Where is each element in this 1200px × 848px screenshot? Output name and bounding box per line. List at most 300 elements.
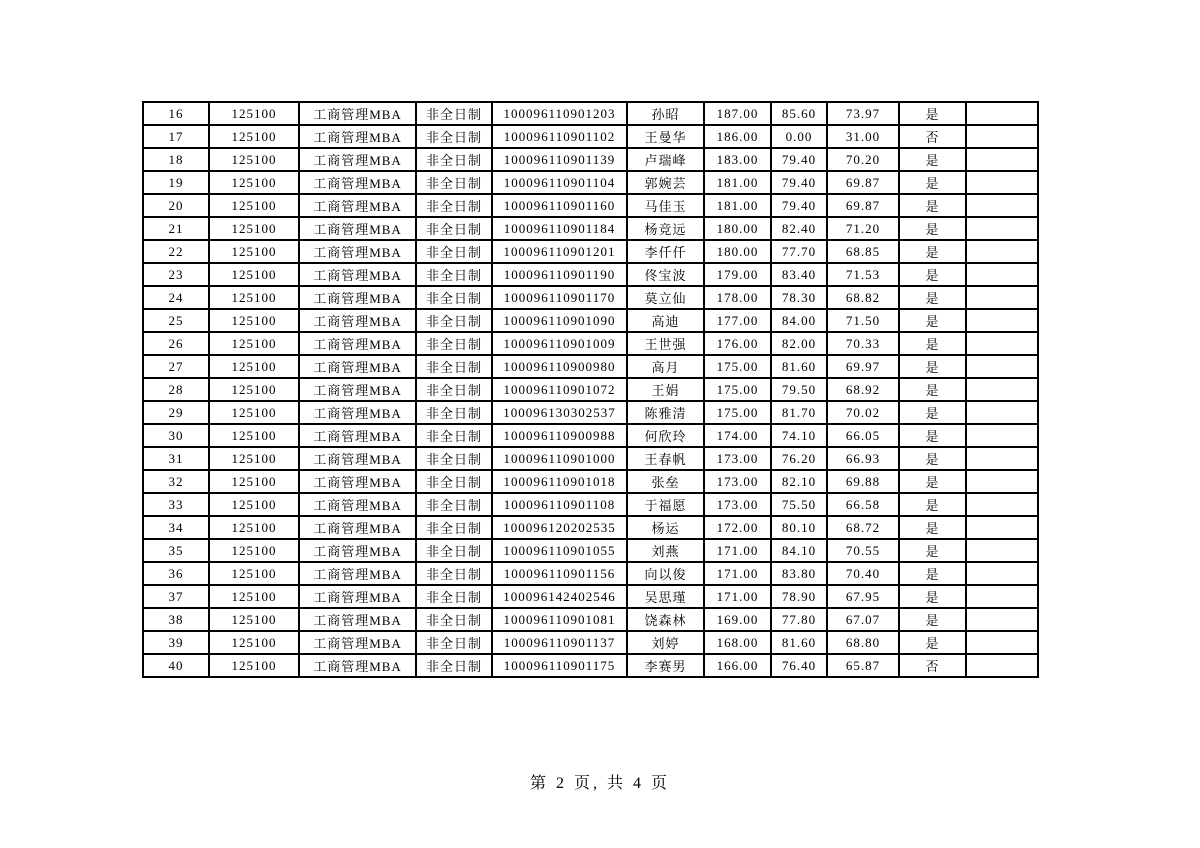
table-row bbox=[143, 148, 1038, 171]
table-row bbox=[143, 608, 1038, 631]
table-cell: 73.97 bbox=[827, 102, 899, 125]
table-row bbox=[143, 332, 1038, 355]
table-cell: 100096110901102 bbox=[492, 125, 627, 148]
table-cell: 非全日制 bbox=[416, 355, 492, 378]
table-cell bbox=[966, 125, 1038, 148]
table-cell: 17 bbox=[143, 125, 209, 148]
table-cell: 23 bbox=[143, 263, 209, 286]
table-row bbox=[143, 378, 1038, 401]
table-cell: 173.00 bbox=[704, 470, 771, 493]
table-cell bbox=[966, 355, 1038, 378]
table-cell: 工商管理MBA bbox=[299, 424, 416, 447]
table-cell: 74.10 bbox=[771, 424, 827, 447]
table-row bbox=[143, 309, 1038, 332]
table-cell: 69.97 bbox=[827, 355, 899, 378]
table-cell: 是 bbox=[899, 171, 966, 194]
table-cell: 非全日制 bbox=[416, 608, 492, 631]
table-row bbox=[143, 516, 1038, 539]
table-cell: 卢瑞峰 bbox=[627, 148, 704, 171]
table-cell: 70.20 bbox=[827, 148, 899, 171]
table-cell: 非全日制 bbox=[416, 148, 492, 171]
table-cell bbox=[966, 654, 1038, 677]
table-cell: 非全日制 bbox=[416, 516, 492, 539]
table-cell: 100096110901009 bbox=[492, 332, 627, 355]
table-cell: 183.00 bbox=[704, 148, 771, 171]
table-cell: 否 bbox=[899, 125, 966, 148]
table-cell: 20 bbox=[143, 194, 209, 217]
table-cell bbox=[966, 102, 1038, 125]
table-cell: 工商管理MBA bbox=[299, 263, 416, 286]
table-cell: 工商管理MBA bbox=[299, 654, 416, 677]
table-cell: 77.70 bbox=[771, 240, 827, 263]
table-cell: 非全日制 bbox=[416, 378, 492, 401]
table-cell: 100096110901170 bbox=[492, 286, 627, 309]
table-cell: 36 bbox=[143, 562, 209, 585]
table-cell bbox=[966, 217, 1038, 240]
table-cell: 125100 bbox=[209, 562, 299, 585]
table-cell: 33 bbox=[143, 493, 209, 516]
table-cell: 125100 bbox=[209, 470, 299, 493]
table-cell: 工商管理MBA bbox=[299, 516, 416, 539]
table-cell: 高迪 bbox=[627, 309, 704, 332]
table-cell bbox=[966, 493, 1038, 516]
table-cell: 125100 bbox=[209, 631, 299, 654]
table-row bbox=[143, 240, 1038, 263]
table-cell: 工商管理MBA bbox=[299, 470, 416, 493]
table-cell: 125100 bbox=[209, 263, 299, 286]
table-cell: 李赛男 bbox=[627, 654, 704, 677]
table-row bbox=[143, 286, 1038, 309]
table-cell: 是 bbox=[899, 217, 966, 240]
table-cell: 非全日制 bbox=[416, 493, 492, 516]
table-cell: 100096142402546 bbox=[492, 585, 627, 608]
table-cell: 125100 bbox=[209, 493, 299, 516]
table-cell: 40 bbox=[143, 654, 209, 677]
table-cell: 100096110901139 bbox=[492, 148, 627, 171]
table-cell: 工商管理MBA bbox=[299, 171, 416, 194]
table-cell: 100096130302537 bbox=[492, 401, 627, 424]
table-cell: 是 bbox=[899, 631, 966, 654]
table-row bbox=[143, 217, 1038, 240]
table-cell: 100096110901156 bbox=[492, 562, 627, 585]
table-cell: 孙昭 bbox=[627, 102, 704, 125]
table-cell: 工商管理MBA bbox=[299, 562, 416, 585]
table-cell: 工商管理MBA bbox=[299, 309, 416, 332]
table-cell: 68.85 bbox=[827, 240, 899, 263]
table-cell: 工商管理MBA bbox=[299, 286, 416, 309]
table-cell: 是 bbox=[899, 608, 966, 631]
table-cell: 刘燕 bbox=[627, 539, 704, 562]
table-row bbox=[143, 447, 1038, 470]
table-cell: 125100 bbox=[209, 585, 299, 608]
table-cell: 79.40 bbox=[771, 171, 827, 194]
table-cell: 100096110901000 bbox=[492, 447, 627, 470]
table-row bbox=[143, 102, 1038, 125]
table-cell: 16 bbox=[143, 102, 209, 125]
table-cell: 工商管理MBA bbox=[299, 631, 416, 654]
table-cell: 172.00 bbox=[704, 516, 771, 539]
table-cell: 26 bbox=[143, 332, 209, 355]
table-cell: 100096110900988 bbox=[492, 424, 627, 447]
table-cell: 是 bbox=[899, 240, 966, 263]
table-cell: 34 bbox=[143, 516, 209, 539]
table-cell: 是 bbox=[899, 194, 966, 217]
table-cell: 是 bbox=[899, 516, 966, 539]
table-cell: 78.90 bbox=[771, 585, 827, 608]
table-cell: 70.55 bbox=[827, 539, 899, 562]
table-row bbox=[143, 263, 1038, 286]
table-cell: 非全日制 bbox=[416, 240, 492, 263]
table-cell: 125100 bbox=[209, 240, 299, 263]
table-cell: 125100 bbox=[209, 654, 299, 677]
table-cell: 何欣玲 bbox=[627, 424, 704, 447]
table-cell: 171.00 bbox=[704, 585, 771, 608]
table-cell: 100096110901072 bbox=[492, 378, 627, 401]
table-cell: 非全日制 bbox=[416, 447, 492, 470]
table-cell: 100096110901081 bbox=[492, 608, 627, 631]
table-cell: 19 bbox=[143, 171, 209, 194]
table-cell: 是 bbox=[899, 148, 966, 171]
table-cell: 工商管理MBA bbox=[299, 539, 416, 562]
table-cell: 70.02 bbox=[827, 401, 899, 424]
table-cell: 83.40 bbox=[771, 263, 827, 286]
table-cell: 杨竞远 bbox=[627, 217, 704, 240]
table-cell: 31 bbox=[143, 447, 209, 470]
table-cell: 84.00 bbox=[771, 309, 827, 332]
table-cell: 70.33 bbox=[827, 332, 899, 355]
table-cell: 否 bbox=[899, 654, 966, 677]
table-cell: 王曼华 bbox=[627, 125, 704, 148]
table-cell: 工商管理MBA bbox=[299, 355, 416, 378]
table-cell: 100096110901137 bbox=[492, 631, 627, 654]
table-cell: 工商管理MBA bbox=[299, 148, 416, 171]
table-cell bbox=[966, 424, 1038, 447]
table-cell: 68.72 bbox=[827, 516, 899, 539]
table-row bbox=[143, 194, 1038, 217]
table-cell: 是 bbox=[899, 539, 966, 562]
table-cell: 125100 bbox=[209, 424, 299, 447]
table-cell: 非全日制 bbox=[416, 217, 492, 240]
table-cell: 王娟 bbox=[627, 378, 704, 401]
table-row bbox=[143, 654, 1038, 677]
table-cell: 187.00 bbox=[704, 102, 771, 125]
table-cell bbox=[966, 447, 1038, 470]
table-cell: 67.95 bbox=[827, 585, 899, 608]
table-row bbox=[143, 631, 1038, 654]
table-cell: 31.00 bbox=[827, 125, 899, 148]
table-cell: 王世强 bbox=[627, 332, 704, 355]
table-cell: 张垒 bbox=[627, 470, 704, 493]
table-cell: 工商管理MBA bbox=[299, 585, 416, 608]
table-cell: 100096110901160 bbox=[492, 194, 627, 217]
table-cell: 100096110901104 bbox=[492, 171, 627, 194]
table-cell: 工商管理MBA bbox=[299, 217, 416, 240]
table-cell: 174.00 bbox=[704, 424, 771, 447]
table-cell: 180.00 bbox=[704, 217, 771, 240]
table-cell: 非全日制 bbox=[416, 424, 492, 447]
table-row bbox=[143, 171, 1038, 194]
table-cell: 是 bbox=[899, 263, 966, 286]
table-cell: 李仟仟 bbox=[627, 240, 704, 263]
table-cell: 68.92 bbox=[827, 378, 899, 401]
table-cell: 非全日制 bbox=[416, 470, 492, 493]
table-cell: 24 bbox=[143, 286, 209, 309]
table-row bbox=[143, 562, 1038, 585]
table-cell: 是 bbox=[899, 355, 966, 378]
table-cell: 30 bbox=[143, 424, 209, 447]
table-cell: 76.40 bbox=[771, 654, 827, 677]
table-cell: 马佳玉 bbox=[627, 194, 704, 217]
table-cell: 非全日制 bbox=[416, 631, 492, 654]
table-cell: 工商管理MBA bbox=[299, 401, 416, 424]
table-cell: 67.07 bbox=[827, 608, 899, 631]
table-cell: 非全日制 bbox=[416, 539, 492, 562]
table-cell: 125100 bbox=[209, 539, 299, 562]
table-cell: 莫立仙 bbox=[627, 286, 704, 309]
table-cell: 81.70 bbox=[771, 401, 827, 424]
table-cell: 80.10 bbox=[771, 516, 827, 539]
table-cell: 66.58 bbox=[827, 493, 899, 516]
table-cell: 是 bbox=[899, 401, 966, 424]
table-cell: 是 bbox=[899, 286, 966, 309]
table-cell: 68.80 bbox=[827, 631, 899, 654]
table-cell bbox=[966, 263, 1038, 286]
table-cell bbox=[966, 148, 1038, 171]
table-cell: 是 bbox=[899, 309, 966, 332]
table-cell: 是 bbox=[899, 102, 966, 125]
table-cell: 100096110901108 bbox=[492, 493, 627, 516]
table-cell: 25 bbox=[143, 309, 209, 332]
table-cell: 39 bbox=[143, 631, 209, 654]
table-cell: 王春帆 bbox=[627, 447, 704, 470]
table-cell: 125100 bbox=[209, 217, 299, 240]
table-cell: 非全日制 bbox=[416, 171, 492, 194]
table-cell: 100096110901190 bbox=[492, 263, 627, 286]
table-cell bbox=[966, 516, 1038, 539]
table-cell: 向以俊 bbox=[627, 562, 704, 585]
table-cell: 37 bbox=[143, 585, 209, 608]
table-cell: 177.00 bbox=[704, 309, 771, 332]
table-cell: 84.10 bbox=[771, 539, 827, 562]
table-cell bbox=[966, 470, 1038, 493]
table-cell bbox=[966, 240, 1038, 263]
table-cell: 0.00 bbox=[771, 125, 827, 148]
table-cell: 工商管理MBA bbox=[299, 608, 416, 631]
table-cell: 77.80 bbox=[771, 608, 827, 631]
table-cell: 82.40 bbox=[771, 217, 827, 240]
table-cell: 是 bbox=[899, 332, 966, 355]
table-cell: 125100 bbox=[209, 286, 299, 309]
table-cell: 125100 bbox=[209, 171, 299, 194]
table-cell bbox=[966, 585, 1038, 608]
table-cell: 71.20 bbox=[827, 217, 899, 240]
table-cell: 78.30 bbox=[771, 286, 827, 309]
table-cell: 179.00 bbox=[704, 263, 771, 286]
table-cell: 100096110901055 bbox=[492, 539, 627, 562]
table-cell bbox=[966, 194, 1038, 217]
table-cell: 125100 bbox=[209, 447, 299, 470]
table-cell: 166.00 bbox=[704, 654, 771, 677]
table-cell: 76.20 bbox=[771, 447, 827, 470]
table-cell bbox=[966, 562, 1038, 585]
table-cell: 175.00 bbox=[704, 401, 771, 424]
table-cell: 125100 bbox=[209, 608, 299, 631]
table-cell: 是 bbox=[899, 470, 966, 493]
table-cell: 非全日制 bbox=[416, 286, 492, 309]
table-cell: 125100 bbox=[209, 401, 299, 424]
table-cell: 是 bbox=[899, 585, 966, 608]
table-cell: 非全日制 bbox=[416, 654, 492, 677]
table-cell: 125100 bbox=[209, 102, 299, 125]
table-cell: 工商管理MBA bbox=[299, 447, 416, 470]
table-cell: 81.60 bbox=[771, 355, 827, 378]
table-cell: 83.80 bbox=[771, 562, 827, 585]
table-cell bbox=[966, 309, 1038, 332]
table-cell: 非全日制 bbox=[416, 102, 492, 125]
table-cell: 70.40 bbox=[827, 562, 899, 585]
table-cell: 75.50 bbox=[771, 493, 827, 516]
table-cell: 非全日制 bbox=[416, 263, 492, 286]
table-row bbox=[143, 125, 1038, 148]
table-cell: 180.00 bbox=[704, 240, 771, 263]
table-cell: 82.10 bbox=[771, 470, 827, 493]
table-cell: 工商管理MBA bbox=[299, 493, 416, 516]
table-cell: 是 bbox=[899, 562, 966, 585]
table-cell bbox=[966, 378, 1038, 401]
table-cell: 100096110900980 bbox=[492, 355, 627, 378]
table-cell bbox=[966, 539, 1038, 562]
table-cell: 125100 bbox=[209, 148, 299, 171]
table-cell: 29 bbox=[143, 401, 209, 424]
table-cell: 吴思瑾 bbox=[627, 585, 704, 608]
table-cell: 高月 bbox=[627, 355, 704, 378]
table-cell: 71.53 bbox=[827, 263, 899, 286]
table-cell bbox=[966, 171, 1038, 194]
table-cell: 非全日制 bbox=[416, 194, 492, 217]
table-cell: 68.82 bbox=[827, 286, 899, 309]
table-cell: 18 bbox=[143, 148, 209, 171]
table-cell: 22 bbox=[143, 240, 209, 263]
table-row bbox=[143, 355, 1038, 378]
table-cell: 125100 bbox=[209, 194, 299, 217]
table-cell: 饶森林 bbox=[627, 608, 704, 631]
table-cell: 工商管理MBA bbox=[299, 194, 416, 217]
table-cell: 171.00 bbox=[704, 562, 771, 585]
table-cell: 35 bbox=[143, 539, 209, 562]
table-cell: 是 bbox=[899, 378, 966, 401]
table-cell: 100096110901184 bbox=[492, 217, 627, 240]
table-cell: 100096110901203 bbox=[492, 102, 627, 125]
table-cell: 79.40 bbox=[771, 194, 827, 217]
admission-results-table bbox=[142, 101, 1039, 678]
table-cell: 181.00 bbox=[704, 171, 771, 194]
table-cell: 171.00 bbox=[704, 539, 771, 562]
table-cell: 69.87 bbox=[827, 194, 899, 217]
table-row bbox=[143, 585, 1038, 608]
table-cell: 佟宝波 bbox=[627, 263, 704, 286]
table-cell: 非全日制 bbox=[416, 401, 492, 424]
table-cell: 非全日制 bbox=[416, 562, 492, 585]
table-cell: 176.00 bbox=[704, 332, 771, 355]
table-cell: 工商管理MBA bbox=[299, 240, 416, 263]
table-cell: 168.00 bbox=[704, 631, 771, 654]
table-cell: 工商管理MBA bbox=[299, 125, 416, 148]
table-cell: 125100 bbox=[209, 125, 299, 148]
table-row bbox=[143, 493, 1038, 516]
table-cell: 工商管理MBA bbox=[299, 378, 416, 401]
table-cell: 100096110901018 bbox=[492, 470, 627, 493]
table-cell: 173.00 bbox=[704, 493, 771, 516]
table-row bbox=[143, 424, 1038, 447]
table-cell: 21 bbox=[143, 217, 209, 240]
results-table-body bbox=[143, 102, 1038, 677]
table-cell: 100096120202535 bbox=[492, 516, 627, 539]
table-row bbox=[143, 401, 1038, 424]
table-cell: 是 bbox=[899, 493, 966, 516]
table-row bbox=[143, 539, 1038, 562]
table-cell: 陈雅清 bbox=[627, 401, 704, 424]
table-cell: 27 bbox=[143, 355, 209, 378]
table-cell: 32 bbox=[143, 470, 209, 493]
table-cell: 非全日制 bbox=[416, 585, 492, 608]
table-cell: 186.00 bbox=[704, 125, 771, 148]
table-cell: 175.00 bbox=[704, 378, 771, 401]
table-cell: 非全日制 bbox=[416, 332, 492, 355]
table-cell: 181.00 bbox=[704, 194, 771, 217]
table-cell: 82.00 bbox=[771, 332, 827, 355]
table-cell: 工商管理MBA bbox=[299, 102, 416, 125]
table-cell: 69.88 bbox=[827, 470, 899, 493]
table-cell: 是 bbox=[899, 424, 966, 447]
table-cell: 65.87 bbox=[827, 654, 899, 677]
table-cell: 是 bbox=[899, 447, 966, 470]
table-cell: 81.60 bbox=[771, 631, 827, 654]
table-cell bbox=[966, 286, 1038, 309]
table-cell: 125100 bbox=[209, 355, 299, 378]
table-cell: 刘婷 bbox=[627, 631, 704, 654]
table-cell: 66.93 bbox=[827, 447, 899, 470]
table-cell: 169.00 bbox=[704, 608, 771, 631]
table-cell: 于福愿 bbox=[627, 493, 704, 516]
table-cell: 173.00 bbox=[704, 447, 771, 470]
table-cell: 178.00 bbox=[704, 286, 771, 309]
table-cell bbox=[966, 608, 1038, 631]
page-footer: 第 2 页, 共 4 页 bbox=[529, 775, 670, 792]
table-cell: 100096110901201 bbox=[492, 240, 627, 263]
table-cell: 非全日制 bbox=[416, 309, 492, 332]
table-cell bbox=[966, 332, 1038, 355]
table-cell: 非全日制 bbox=[416, 125, 492, 148]
table-row bbox=[143, 470, 1038, 493]
table-cell: 85.60 bbox=[771, 102, 827, 125]
table-cell: 38 bbox=[143, 608, 209, 631]
table-cell: 125100 bbox=[209, 378, 299, 401]
table-cell: 69.87 bbox=[827, 171, 899, 194]
table-cell bbox=[966, 631, 1038, 654]
table-cell: 66.05 bbox=[827, 424, 899, 447]
table-cell: 125100 bbox=[209, 516, 299, 539]
table-cell: 125100 bbox=[209, 309, 299, 332]
table-cell: 100096110901175 bbox=[492, 654, 627, 677]
table-cell: 100096110901090 bbox=[492, 309, 627, 332]
table-cell: 工商管理MBA bbox=[299, 332, 416, 355]
table-cell: 175.00 bbox=[704, 355, 771, 378]
table-cell: 28 bbox=[143, 378, 209, 401]
table-cell: 79.50 bbox=[771, 378, 827, 401]
table-cell bbox=[966, 401, 1038, 424]
table-cell: 杨运 bbox=[627, 516, 704, 539]
table-cell: 郭婉芸 bbox=[627, 171, 704, 194]
